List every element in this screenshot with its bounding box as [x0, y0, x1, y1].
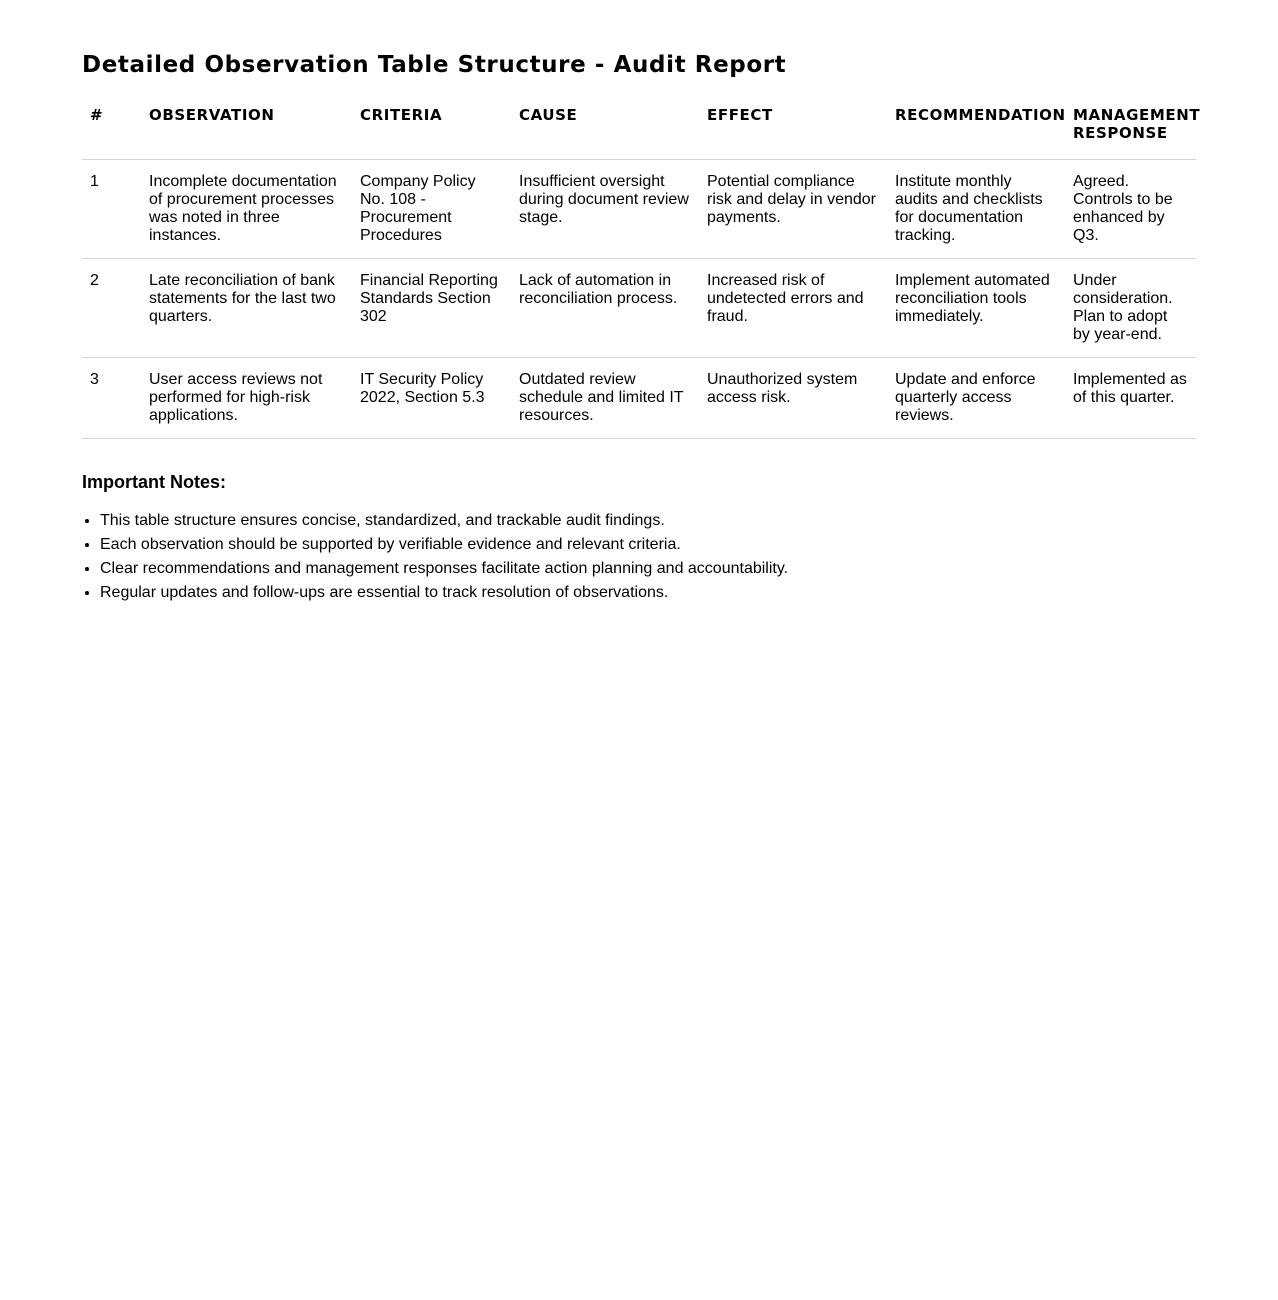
cell-observation: Incomplete documentation of procurement processes was noted in three instances. [141, 160, 352, 259]
header-recommendation: RECOMMENDATION [887, 102, 1065, 160]
cell-cause: Outdated review schedule and limited IT resources. [511, 358, 699, 439]
cell-criteria: IT Security Policy 2022, Section 5.3 [352, 358, 511, 439]
list-item: • Regular updates and follow-ups are essential to track resolution of observations. [100, 581, 1196, 605]
cell-criteria: Financial Reporting Standards Section 302 [352, 259, 511, 358]
notes-list [82, 509, 1196, 605]
cell-cause: Insufficient oversight during document review stage. [511, 160, 699, 259]
header-effect: EFFECT [699, 102, 887, 160]
header-criteria: CRITERIA [352, 102, 511, 160]
cell-recommendation: Institute monthly audits and checklists for documentation tracking. [887, 160, 1065, 259]
header-cause: CAUSE [511, 102, 699, 160]
cell-observation: User access reviews not performed for high-risk applications. [141, 358, 352, 439]
cell-management-response: Implemented as of this quarter. [1065, 358, 1196, 439]
list-item: • Each observation should be supported by verifiable evidence and relevant criteria. [100, 533, 1196, 557]
page-title: Detailed Observation Table Structure - Audit Report [82, 52, 787, 78]
cell-number: 1 [82, 160, 141, 259]
cell-management-response: Under consideration. Plan to adopt by year-end. [1065, 259, 1196, 358]
cell-cause: Lack of automation in reconciliation process. [511, 259, 699, 358]
cell-effect: Increased risk of undetected errors and fraud. [699, 259, 887, 358]
document-page [0, 0, 1278, 605]
cell-effect: Unauthorized system access risk. [699, 358, 887, 439]
header-number: # [82, 102, 141, 160]
header-management-response: MANAGEMENT RESPONSE [1065, 102, 1196, 160]
cell-observation: Late reconciliation of bank statements for the last two quarters. [141, 259, 352, 358]
cell-recommendation: Update and enforce quarterly access reviews. [887, 358, 1065, 439]
notes-title: Important Notes: [82, 472, 226, 492]
header-observation: OBSERVATION [141, 102, 352, 160]
cell-number: 2 [82, 259, 141, 358]
observation-table [82, 102, 1201, 439]
list-item: • Clear recommendations and management responses facilitate action planning and accountability. [100, 557, 1196, 581]
cell-number: 3 [82, 358, 141, 439]
table-row [82, 160, 1196, 259]
cell-criteria: Company Policy No. 108 - Procurement Procedures [352, 160, 511, 259]
table-row [82, 358, 1196, 439]
table-row [82, 259, 1196, 358]
cell-effect: Potential compliance risk and delay in vendor payments. [699, 160, 887, 259]
cell-recommendation: Implement automated reconciliation tools immediately. [887, 259, 1065, 358]
table-header-row [82, 102, 1196, 160]
list-item: • This table structure ensures concise, standardized, and trackable audit findings. [100, 509, 1196, 533]
cell-management-response: Agreed. Controls to be enhanced by Q3. [1065, 160, 1196, 259]
